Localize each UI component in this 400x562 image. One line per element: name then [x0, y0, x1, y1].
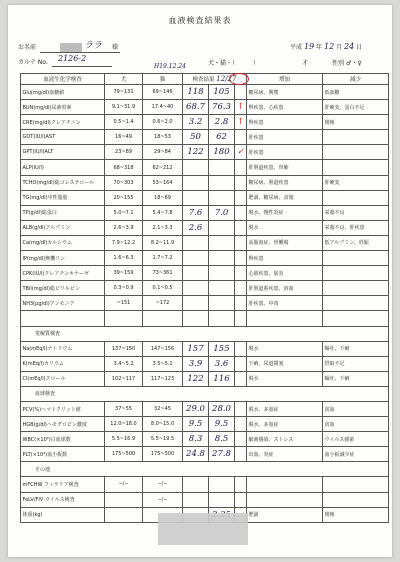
cat-range: 53~164: [143, 175, 183, 190]
dog-range: 7.9~12.2: [105, 235, 143, 250]
dog-range: −/−: [105, 477, 143, 492]
result-value-1: 8.3: [183, 432, 209, 447]
dog-range: 175~500: [105, 447, 143, 462]
increase-cause: 肥満、糖尿病、食後: [247, 190, 323, 205]
row-label: FeLV/FIV ウイルス検査: [21, 492, 105, 507]
name-handwritten: ララ: [84, 41, 103, 51]
result-value-1: 29.0: [183, 401, 209, 416]
result-value-1: 118: [183, 85, 209, 100]
cat-range: 3.5~5.1: [143, 356, 183, 371]
increase-cause: 腎疾患、心疾患: [247, 100, 323, 115]
col-header-increase: 増加: [247, 74, 323, 85]
increase-cause: 腎疾患: [247, 251, 323, 266]
result-value-2: [209, 477, 235, 492]
increase-cause: 脱水: [247, 220, 323, 235]
result-value-1: 7.6: [183, 205, 209, 220]
row-label: WBC(×10²)白血球数: [21, 432, 105, 447]
dog-range: 9.1~31.9: [105, 100, 143, 115]
dog-range: 70~303: [105, 175, 143, 190]
result-value-2: [209, 175, 235, 190]
decrease-cause: 摂取不足: [323, 356, 389, 371]
table-row: [21, 190, 389, 205]
result-value-1: 9.5: [183, 417, 209, 432]
row-label: ALB(g/dl)アルブミン: [21, 220, 105, 235]
result-mark: [235, 130, 247, 145]
row-label: K(mEq/l)カリウム: [21, 356, 105, 371]
cat-range: 17.4~40: [143, 100, 183, 115]
section-heading: 血球検査: [21, 386, 389, 401]
decrease-cause: 嘔吐、下痢: [323, 341, 389, 356]
col-header-item: 血液生化学検査: [21, 74, 105, 85]
decrease-cause: [323, 160, 389, 175]
result-value-2: 2.8: [209, 115, 235, 130]
result-value-1: 3.9: [183, 356, 209, 371]
increase-cause: 肝胆道疾患、骨肺: [247, 160, 323, 175]
result-mark: [235, 85, 247, 100]
row-label: [21, 311, 105, 326]
karte-underline: [52, 66, 112, 67]
result-mark: [235, 447, 247, 462]
decrease-cause: 栄養不良: [323, 205, 389, 220]
dog-range: 68~318: [105, 160, 143, 175]
row-label: HGB(g/dl)ヘモグロビン濃度: [21, 417, 105, 432]
row-label: Glu(mg/dl)血糖値: [21, 85, 105, 100]
increase-cause: 肝疾患、中毒: [247, 296, 323, 311]
row-label: TCHO(mg/dl)総コレステロール: [21, 175, 105, 190]
report-sheet: [8, 5, 392, 557]
result-mark: [235, 356, 247, 371]
result-value-1: [183, 251, 209, 266]
result-value-2: [209, 281, 235, 296]
result-value-2: [209, 220, 235, 235]
row-label: BUN(mg/dl)尿素窒素: [21, 100, 105, 115]
table-row: [21, 371, 389, 386]
result-value-2: 8.5: [209, 432, 235, 447]
result-value-1: 122: [183, 145, 209, 160]
row-label: Na(mEq/l)ナトリウム: [21, 341, 105, 356]
dog-range: 5.5~16.9: [105, 432, 143, 447]
result-value-2: 3.6: [209, 356, 235, 371]
section-heading: 電解質検査: [21, 326, 389, 341]
result-value-1: [183, 190, 209, 205]
result-value-2: [209, 296, 235, 311]
dog-range: [105, 311, 143, 326]
col-header-cat: 猫: [143, 74, 183, 85]
result-value-2: 76.3: [209, 100, 235, 115]
result-value-2: 7.0: [209, 205, 235, 220]
decrease-cause: 低アルブミン、妊娠: [323, 235, 389, 250]
cat-range: 62~212: [143, 160, 183, 175]
table-row: [21, 432, 389, 447]
karte-value: 2126-2: [58, 54, 87, 63]
dog-range: 0.5~1.4: [105, 115, 143, 130]
row-label: TP(g/dl)総蛋白: [21, 205, 105, 220]
table-row: [21, 85, 389, 100]
result-mark: [235, 417, 247, 432]
section-heading: その他: [21, 462, 389, 477]
increase-cause: 脱水、多血症: [247, 401, 323, 416]
result-value-2: 9.5: [209, 417, 235, 432]
cat-range: 5.5~19.5: [143, 432, 183, 447]
table-row: [21, 175, 389, 190]
result-value-2: [209, 266, 235, 281]
result-value-2: 180: [209, 145, 235, 160]
dog-range: ~151: [105, 296, 143, 311]
decrease-cause: ウイルス感染: [323, 432, 389, 447]
pet-type: 犬・猫・（ ）: [208, 60, 260, 67]
dog-range: 5.0~7.1: [105, 205, 143, 220]
result-value-1: [183, 175, 209, 190]
cat-range: 0.1~0.5: [143, 281, 183, 296]
increase-cause: 高脂血症、骨腫瘍: [247, 235, 323, 250]
result-value-2: 27.8: [209, 447, 235, 462]
decrease-cause: 栄養不良、肝疾患: [323, 220, 389, 235]
result-mark: [235, 175, 247, 190]
result-value-1: 2.6: [183, 220, 209, 235]
row-label: GOT(IU/l)AST: [21, 130, 105, 145]
result-value-2: [209, 235, 235, 250]
cat-range: 18~69: [143, 190, 183, 205]
result-mark: [235, 432, 247, 447]
table-row: [21, 341, 389, 356]
decrease-cause: 肝硬変: [323, 175, 389, 190]
dog-range: 102~117: [105, 371, 143, 386]
decrease-cause: [323, 130, 389, 145]
table-header: [21, 74, 389, 85]
result-mark: [235, 341, 247, 356]
result-value-2: 62: [209, 130, 235, 145]
result-mark: [235, 220, 247, 235]
result-value-1: [183, 281, 209, 296]
result-mark: [235, 296, 247, 311]
table-row: [21, 251, 389, 266]
table-row: [21, 401, 389, 416]
decrease-cause: 削痩: [323, 115, 389, 130]
result-value-1: 24.8: [183, 447, 209, 462]
increase-cause: 出血、炎症: [247, 447, 323, 462]
row-label: Ca(mg/dl)カルシウム: [21, 235, 105, 250]
cat-range: [143, 311, 183, 326]
table-row: [21, 266, 389, 281]
increase-cause: 肝疾患: [247, 130, 323, 145]
result-value-1: 122: [183, 371, 209, 386]
result-value-2: 28.0: [209, 401, 235, 416]
cat-range: 18~53: [143, 130, 183, 145]
col-header-decrease: 減少: [323, 74, 389, 85]
cat-range: −/−: [143, 492, 183, 507]
sex-field: 性別 ♂・♀: [332, 60, 362, 67]
cat-range: 5.4~7.8: [143, 205, 183, 220]
increase-cause: 糖尿病、興奮: [247, 85, 323, 100]
cat-range: 1.7~7.2: [143, 251, 183, 266]
result-mark: ✓: [235, 145, 247, 160]
karte-label: カルテ No.: [18, 59, 48, 66]
result-value-2: 116: [209, 371, 235, 386]
table-row: [21, 235, 389, 250]
dog-range: [105, 492, 143, 507]
result-value-1: [183, 492, 209, 507]
result-value-1: [183, 160, 209, 175]
row-label: CRE(mg/dl)クレアチニン: [21, 115, 105, 130]
table-row: [21, 477, 389, 492]
col-header-result-label: 検査結果: [192, 77, 215, 83]
row-label: Cl(mEq/l)クロール: [21, 371, 105, 386]
cat-range: 69~146: [143, 85, 183, 100]
decrease-cause: 肝硬変、蛋白不足: [323, 100, 389, 115]
result-mark: [235, 190, 247, 205]
table-row: [21, 326, 389, 341]
name-underline: [40, 52, 120, 53]
row-label: ALP(IU/l): [21, 160, 105, 175]
table-row: [21, 220, 389, 235]
dog-range: 137~150: [105, 341, 143, 356]
age-label: 才: [302, 60, 309, 67]
dog-range: 20~155: [105, 190, 143, 205]
result-value-1: 68.7: [183, 100, 209, 115]
result-mark: [235, 205, 247, 220]
increase-cause: 肝疾患: [247, 145, 323, 160]
decrease-cause: [323, 251, 389, 266]
increase-cause: 脱水: [247, 371, 323, 386]
decrease-cause: [323, 281, 389, 296]
increase-cause: [247, 492, 323, 507]
dog-range: 12.0~18.0: [105, 417, 143, 432]
col-header-dog: 犬: [105, 74, 143, 85]
result-value-1: 157: [183, 341, 209, 356]
cat-range: 2.1~3.3: [143, 220, 183, 235]
table-row: [21, 281, 389, 296]
row-label: IP(mg/dl)無機リン: [21, 251, 105, 266]
col-header-result-hw: 12/27: [216, 75, 237, 83]
result-mark: [235, 401, 247, 416]
cat-range: 29~84: [143, 145, 183, 160]
row-label: PLT(×10⁴)血小板数: [21, 447, 105, 462]
result-value-2: [209, 311, 235, 326]
result-value-2: 155: [209, 341, 235, 356]
result-value-1: 50: [183, 130, 209, 145]
result-value-1: [183, 311, 209, 326]
result-mark: [235, 477, 247, 492]
decrease-cause: 嘔吐、下痢: [323, 371, 389, 386]
cat-range: 8.0~15.0: [143, 417, 183, 432]
result-mark: [235, 235, 247, 250]
cat-range: 0.6~2.0: [143, 115, 183, 130]
row-label: TG(mg/dl)中性脂肪: [21, 190, 105, 205]
clinic-stamp-redaction: [158, 513, 248, 545]
name-honorific: 様: [112, 44, 119, 51]
report-title: 血液検査結果表: [168, 16, 232, 25]
increase-cause: 脱水、慢性炎症: [247, 205, 323, 220]
row-label: CPK(IU/l)クレアチンキナーゼ: [21, 266, 105, 281]
increase-cause: 腎疾患: [247, 115, 323, 130]
result-value-1: [183, 296, 209, 311]
result-mark: [235, 281, 247, 296]
increase-cause: 脱水、多血症: [247, 417, 323, 432]
row-label: NH3(μg/dl)アンモニア: [21, 296, 105, 311]
decrease-cause: 血小板減少症: [323, 447, 389, 462]
result-value-2: [209, 492, 235, 507]
result-value-1: [183, 266, 209, 281]
cat-range: 73~361: [143, 266, 183, 281]
dog-range: 39~159: [105, 266, 143, 281]
result-value-1: 3.2: [183, 115, 209, 130]
table-row: [21, 386, 389, 401]
name-redaction: [60, 43, 82, 52]
dog-range: 0.3~0.9: [105, 281, 143, 296]
row-label: TBil(mg/dl)総ビリルビン: [21, 281, 105, 296]
table-row: [21, 462, 389, 477]
dog-range: 2.6~3.9: [105, 220, 143, 235]
increase-cause: 肥満: [247, 507, 323, 522]
table-row: [21, 100, 389, 115]
increase-cause: [247, 311, 323, 326]
table-row: [21, 160, 389, 175]
table-row: [21, 447, 389, 462]
cat-range: 32~45: [143, 401, 183, 416]
decrease-cause: [323, 190, 389, 205]
report-date: 平成 19 年 12 月 24 日: [290, 42, 363, 51]
result-mark: [235, 311, 247, 326]
decrease-cause: [323, 296, 389, 311]
row-label: mFCHW フィラリア検査: [21, 477, 105, 492]
cat-range: −/−: [143, 477, 183, 492]
decrease-cause: [323, 266, 389, 281]
dog-range: 16~49: [105, 130, 143, 145]
table-row: [21, 130, 389, 145]
decrease-cause: [323, 145, 389, 160]
increase-cause: 下痢、尿道閉塞: [247, 356, 323, 371]
increase-cause: 脱水: [247, 341, 323, 356]
result-mark: [235, 266, 247, 281]
table-row: [21, 311, 389, 326]
result-mark: ↑: [235, 115, 247, 130]
dog-range: 1.6~6.3: [105, 251, 143, 266]
dog-range: 79~131: [105, 85, 143, 100]
row-label: 体重(kg): [21, 507, 105, 522]
result-value-2: [209, 160, 235, 175]
cat-range: 175~500: [143, 447, 183, 462]
decrease-cause: 低血糖: [323, 85, 389, 100]
table-row: [21, 115, 389, 130]
decrease-cause: [323, 477, 389, 492]
result-value-1: [183, 477, 209, 492]
row-label: GPT(IU/l)ALT: [21, 145, 105, 160]
table-row: [21, 296, 389, 311]
row-label: PCV(%)ヘマトクリット値: [21, 401, 105, 416]
result-mark: [235, 492, 247, 507]
cat-range: 117~123: [143, 371, 183, 386]
result-mark: [235, 251, 247, 266]
table-row: [21, 145, 389, 160]
decrease-cause: [323, 492, 389, 507]
decrease-cause: 削痩: [323, 507, 389, 522]
result-mark: [235, 371, 247, 386]
increase-cause: 心筋疾患、筋炎: [247, 266, 323, 281]
cat-range: 147~156: [143, 341, 183, 356]
table-row: [21, 417, 389, 432]
dog-range: 3.4~5.2: [105, 356, 143, 371]
increase-cause: 肝胆道系疾患、溶血: [247, 281, 323, 296]
increase-cause: 糖尿病、胆道疾患: [247, 175, 323, 190]
test-date-handwritten: H19.12.24: [154, 63, 186, 70]
decrease-cause: 貧血: [323, 401, 389, 416]
result-value-1: [183, 235, 209, 250]
cat-range: ~172: [143, 296, 183, 311]
table-row: [21, 356, 389, 371]
dog-range: 23~89: [105, 145, 143, 160]
name-label: お名前: [18, 44, 37, 51]
result-mark: [235, 160, 247, 175]
table-row: [21, 492, 389, 507]
decrease-cause: [323, 311, 389, 326]
cat-range: 8.2~11.9: [143, 235, 183, 250]
result-value-2: [209, 190, 235, 205]
increase-cause: 細菌感染、ストレス: [247, 432, 323, 447]
dog-range: [105, 507, 143, 522]
result-circle-mark: [229, 73, 249, 85]
decrease-cause: 貧血: [323, 417, 389, 432]
result-value-2: 105: [209, 85, 235, 100]
results-table: [20, 73, 389, 523]
table-row: [21, 205, 389, 220]
dog-range: 37~55: [105, 401, 143, 416]
increase-cause: [247, 477, 323, 492]
result-value-2: [209, 251, 235, 266]
result-mark: ↑: [235, 100, 247, 115]
